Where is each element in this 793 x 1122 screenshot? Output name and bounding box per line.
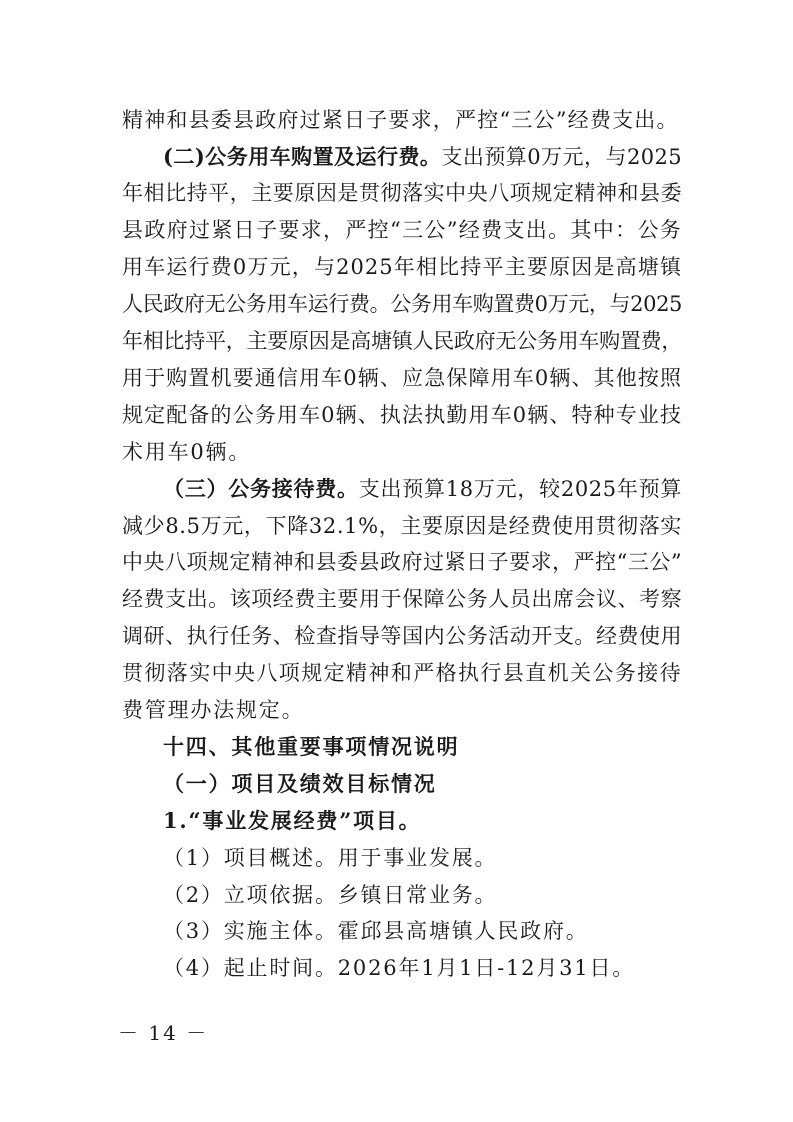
section-3-text-start: 支出预算18万元，较2025年预算 [358, 477, 682, 501]
section-3-line-5: 调研、执行任务、检查指导等国内公务活动开支。经费使用 [122, 624, 682, 648]
section-3-line-1 [163, 477, 682, 503]
section-2-line-4: 用车运行费0万元，与2025年相比持平主要原因是高塘镇 [122, 255, 682, 279]
heading-14: 十四、其他重要事项情况说明 [163, 734, 460, 759]
section-3-line-7: 费管理办法规定。 [122, 698, 305, 722]
section-3-line-3: 中央八项规定精神和县委县政府过紧日子要求，严控“三公” [122, 550, 682, 574]
section-3-heading: （三）公务接待费。 [163, 476, 359, 501]
section-2-heading: (二)公务用车购置及运行费。 [163, 144, 442, 169]
section-3-line-4: 经费支出。该项经费主要用于保障公务人员出席会议、考察 [122, 587, 682, 611]
section-2-line-9: 术用车0辆。 [122, 440, 252, 464]
section-2-line-3: 县政府过紧日子要求，严控“三公”经费支出。其中：公务 [122, 218, 682, 242]
section-2-line-8: 规定配备的公务用车0辆、执法执勤用车0辆、特种专业技 [122, 403, 682, 427]
section-2-line-6: 年相比持平，主要原因是高塘镇人民政府无公务用车购置费， [122, 329, 682, 353]
section-2-line-7: 用于购置机要通信用车0辆、应急保障用车0辆、其他按照 [122, 366, 682, 390]
paragraph-line-1: 精神和县委县政府过紧日子要求，严控“三公”经费支出。 [122, 108, 679, 132]
project-item-4: （4）起止时间。2026年1月1日-12月31日。 [163, 956, 636, 980]
section-2-line-5: 人民政府无公务用车运行费。公务用车购置费0万元，与2025 [122, 292, 682, 316]
section-2-line-1 [163, 145, 682, 171]
page-number: － 14 － [118, 1021, 209, 1045]
project-item-2: （2）立项依据。乡镇日常业务。 [163, 883, 498, 907]
project-item-1: （1）项目概述。用于事业发展。 [163, 846, 498, 870]
subheading-project-goals: （一）项目及绩效目标情况 [163, 771, 437, 796]
section-2-text-start: 支出预算0万元，与2025 [441, 145, 682, 169]
project-1-title: 1.“事业发展经费”项目。 [163, 808, 422, 833]
project-item-3: （3）实施主体。霍邱县高塘镇人民政府。 [163, 919, 589, 943]
section-3-line-2: 减少8.5万元，下降32.1%，主要原因是经费使用贯彻落实 [122, 514, 682, 538]
section-2-line-2: 年相比持平，主要原因是贯彻落实中央八项规定精神和县委 [122, 181, 682, 205]
section-3-line-6: 贯彻落实中央八项规定精神和严格执行县直机关公务接待 [122, 661, 682, 685]
